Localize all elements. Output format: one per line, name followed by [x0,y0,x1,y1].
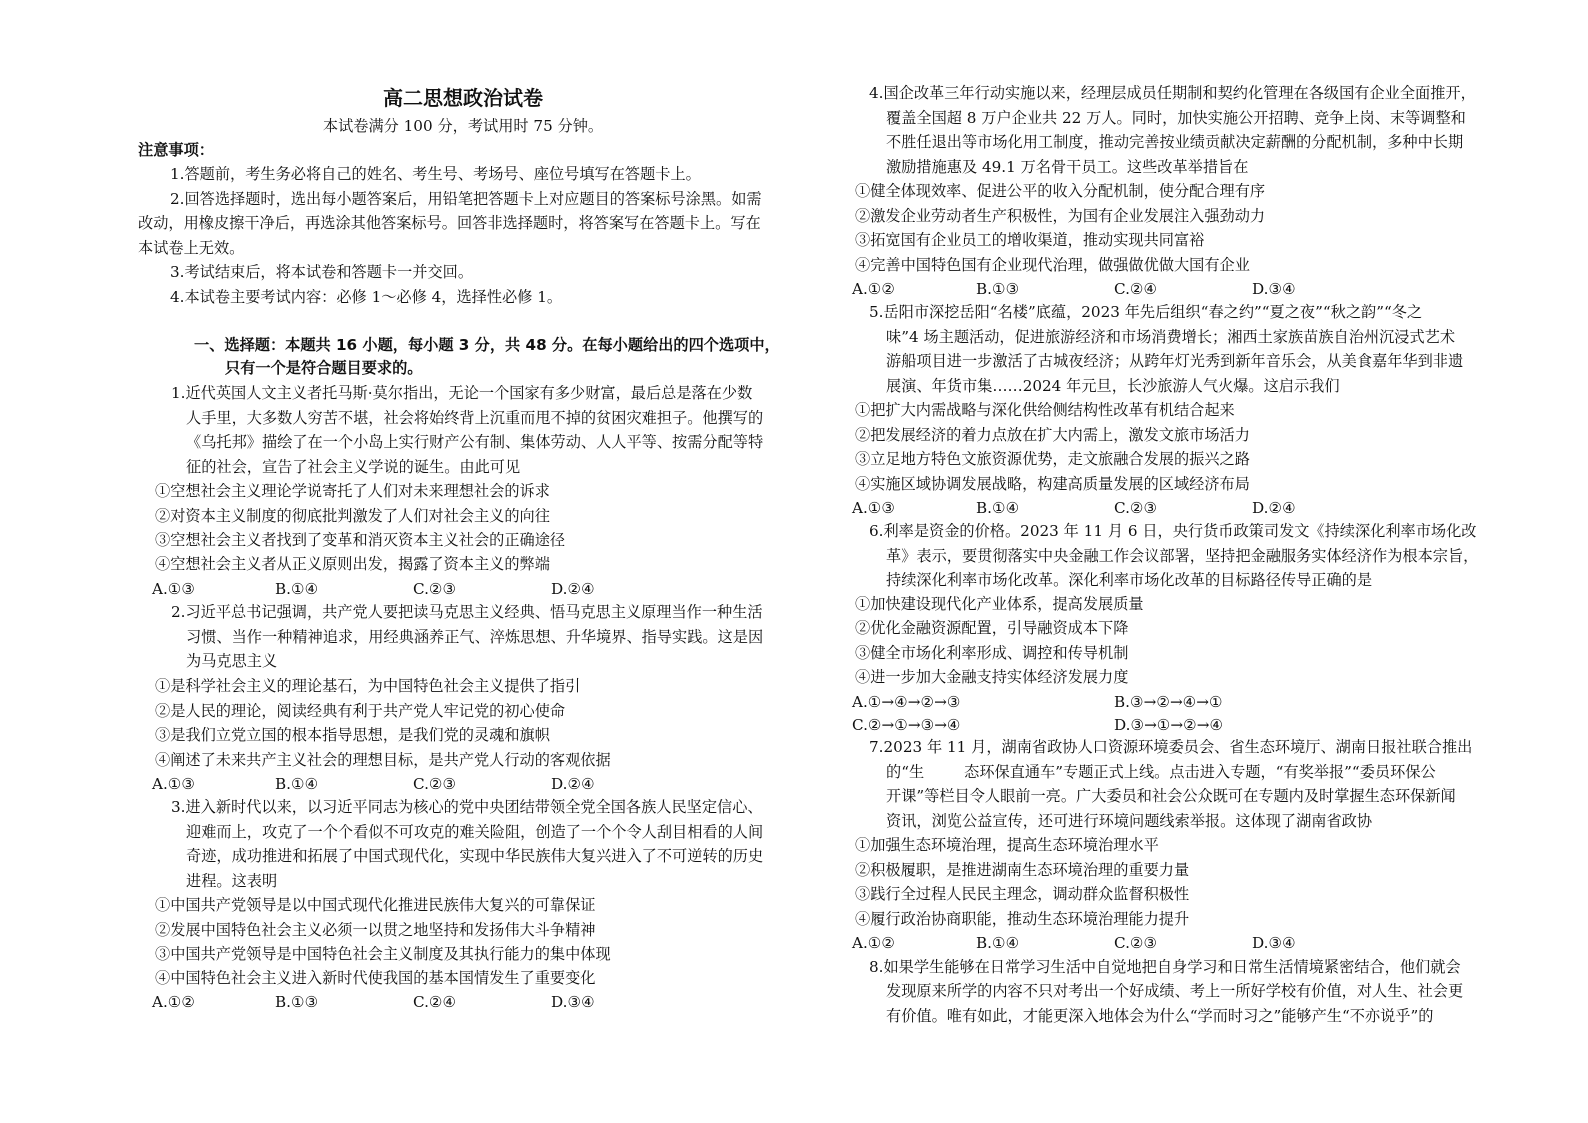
q4-option-d[interactable]: D.③④ [1252,280,1296,298]
q2-item: ②是人民的理论，阅读经典有利于共产党人牢记党的初心使命 [155,702,566,720]
q4-options [852,278,1492,300]
q7-item: ④履行政治协商职能，推动生态环境治理能力提升 [855,910,1190,928]
q4-stem: 不胜任退出等市场化用工制度，推动完善按业绩贡献决定薪酬的分配机制，多种中长期 [886,133,1464,151]
q3-option-b[interactable]: B.①③ [275,993,319,1011]
q8-stem: 有价值。唯有如此，才能更深入地体会为什么“学而时习之”能够产生“不亦说乎”的 [886,1007,1434,1025]
q5-options [852,497,1492,519]
q2-options [152,773,792,795]
q3-item: ①中国共产党领导是以中国式现代化推进民族伟大复兴的可靠保证 [155,896,596,914]
q6-options-row1 [852,691,1492,713]
q3-item: ③中国共产党领导是中国特色社会主义制度及其执行能力的集中体现 [155,945,611,963]
q4-item: ④完善中国特色国有企业现代治理，做强做优做大国有企业 [855,256,1250,274]
q7-stem: 7.2023 年 11 月，湖南省政协人口资源环境委员会、省生态环境厅、湖南日报社联合推出 [869,738,1473,756]
q6-stem: 革》表示，要贯彻落实中央金融工作会议部署，坚持把金融服务实体经济作为根本宗旨， [886,547,1479,565]
q5-option-c[interactable]: C.②③ [1114,499,1158,517]
q6-option-d[interactable]: D.③→①→②→④ [1114,716,1224,734]
q1-stem: 人手里，大多数人穷苦不堪，社会将始终背上沉重而甩不掉的贫困灾难担子。他撰写的 [186,409,764,427]
q6-stem: 6.利率是资金的价格。2023 年 11 月 6 日，央行货币政策司发文《持续深化利率市场化改 [869,522,1477,540]
q7-option-d[interactable]: D.③④ [1252,934,1296,952]
note-item: 改动，用橡皮擦干净后，再选涂其他答案标号。回答非选择题时，将答案写在答题卡上。写在 [138,214,761,232]
q3-item: ②发展中国特色社会主义必须一以贯之地坚持和发扬伟大斗争精神 [155,921,596,939]
note-item: 1.答题前，考生务必将自己的姓名、考生号、考场号、座位号填写在答题卡上。 [170,165,701,183]
q3-option-a[interactable]: A.①② [152,993,196,1011]
q7-stem: 开课”等栏目令人眼前一亮。广大委员和社会公众既可在专题内及时掌握生态环保新闻 [886,787,1456,805]
q7-item: ①加强生态环境治理，提高生态环境治理水平 [855,836,1159,854]
q7-option-c[interactable]: C.②③ [1114,934,1158,952]
q3-option-c[interactable]: C.②④ [413,993,457,1011]
q6-option-c[interactable]: C.②→①→③→④ [852,716,961,734]
q3-stem: 3.进入新时代以来，以习近平同志为核心的党中央团结带领全党全国各族人民坚定信心、 [171,798,763,816]
section-heading-line2: 只有一个是符合题目要求的。 [225,359,423,377]
q7-item: ②积极履职，是推进湖南生态环境治理的重要力量 [855,861,1190,879]
q6-stem: 持续深化利率市场化改革。深化利率市场化改革的目标路径传导正确的是 [886,571,1372,589]
note-item: 本试卷上无效。 [138,239,245,257]
q2-item: ④阐述了未来共产主义社会的理想目标，是共产党人行动的客观依据 [155,751,611,769]
section-heading: 一、选择题：本题共 16 小题，每小题 3 分，共 48 分。在每小题给出的四个选项中， [194,336,780,354]
q4-item: ②激发企业劳动者生产积极性，为国有企业发展注入强劲动力 [855,207,1266,225]
q4-option-b[interactable]: B.①③ [976,280,1020,298]
q3-item: ④中国特色社会主义进入新时代使我国的基本国情发生了重要变化 [155,969,596,987]
q5-item: ②把发展经济的着力点放在扩大内需上，激发文旅市场活力 [855,426,1250,444]
q8-stem: 发现原来所学的内容不只对考出一个好成绩、考上一所好学校有价值，对人生、社会更 [886,982,1464,1000]
q1-stem: 《乌托邦》描绘了在一个小岛上实行财产公有制、集体劳动、人人平等、按需分配等特 [186,433,764,451]
q2-stem: 2.习近平总书记强调，共产党人要把读马克思主义经典、悟马克思主义原理当作一种生活 [171,603,763,621]
q1-stem: 1.近代英国人文主义者托马斯·莫尔指出，无论一个国家有多少财富，最后总是落在少数 [171,384,753,402]
q3-option-d[interactable]: D.③④ [551,993,595,1011]
q5-option-a[interactable]: A.①③ [852,499,896,517]
q5-stem: 味”4 场主题活动，促进旅游经济和市场消费增长；湘西土家族苗族自治州沉浸式艺术 [886,328,1456,346]
q1-option-d[interactable]: D.②④ [551,580,595,598]
q7-item: ③践行全过程人民民主理念，调动群众监督积极性 [855,885,1190,903]
q2-item: ①是科学社会主义的理论基石，为中国特色社会主义提供了指引 [155,677,581,695]
exam-subtitle: 本试卷满分 100 分，考试用时 75 分钟。 [322,117,604,135]
note-item: 2.回答选择题时，选出每小题答案后，用铅笔把答题卡上对应题目的答案标号涂黑。如需 [170,190,762,208]
note-item: 4.本试卷主要考试内容：必修 1～必修 4，选择性必修 1。 [170,288,563,306]
q4-item: ①健全体现效率、促进公平的收入分配机制，使分配合理有序 [855,182,1266,200]
q1-option-c[interactable]: C.②③ [413,580,457,598]
q3-options [152,991,792,1013]
q1-stem: 征的社会，宣告了社会主义学说的诞生。由此可见 [186,458,521,476]
q5-stem: 5.岳阳市深挖岳阳“名楼”底蕴，2023 年先后组织“春之约”“夏之夜”“秋之韵”“冬之 [869,303,1423,321]
q6-item: ②优化金融资源配置，引导融资成本下降 [855,619,1129,637]
q5-stem: 展演、年货市集……2024 年元旦，长沙旅游人气火爆。这启示我们 [886,377,1340,395]
q4-option-c[interactable]: C.②④ [1114,280,1158,298]
q2-option-d[interactable]: D.②④ [551,775,595,793]
q7-stem: 资讯，浏览公益宣传，还可进行环境问题线索举报。这体现了湖南省政协 [886,812,1372,830]
q4-stem: 4.国企改革三年行动实施以来，经理层成员任期制和契约化管理在各级国有企业全面推开， [869,84,1476,102]
q5-item: ③立足地方特色文旅资源优势，走文旅融合发展的振兴之路 [855,450,1250,468]
q1-item: ④空想社会主义者从正义原则出发，揭露了资本主义的弊端 [155,555,550,573]
q2-option-a[interactable]: A.①③ [152,775,196,793]
q1-option-a[interactable]: A.①③ [152,580,196,598]
q2-stem: 为马克思主义 [186,652,278,670]
q3-stem: 迎难而上，攻克了一个个看似不可攻克的难关险阻，创造了一个个令人刮目相看的人间 [186,823,764,841]
q5-item: ④实施区域协调发展战略，构建高质量发展的区域经济布局 [855,475,1250,493]
q1-item: ②对资本主义制度的彻底批判激发了人们对社会主义的向往 [155,507,550,525]
q6-item: ③健全市场化利率形成、调控和传导机制 [855,644,1129,662]
q5-item: ①把扩大内需战略与深化供给侧结构性改革有机结合起来 [855,401,1235,419]
q7-option-a[interactable]: A.①② [852,934,896,952]
q4-stem: 激励措施惠及 49.1 万名骨干员工。这些改革举措旨在 [886,158,1249,176]
notes-label: 注意事项： [138,141,214,159]
q7-stem-line2 [886,761,1436,783]
exam-title: 高二思想政治试卷 [383,86,543,110]
q4-stem: 覆盖全国超 8 万户企业共 22 万人。同时，加快实施公开招聘、竞争上岗、末等调整和 [886,109,1466,127]
q5-stem: 游船项目进一步激活了古城夜经济；从跨年灯光秀到新年音乐会，从美食嘉年华到非遗 [886,352,1464,370]
q6-item: ④进一步加大金融支持实体经济发展力度 [855,668,1129,686]
q4-option-a[interactable]: A.①② [852,280,896,298]
q4-item: ③拓宽国有企业员工的增收渠道，推动实现共同富裕 [855,231,1205,249]
q1-item: ①空想社会主义理论学说寄托了人们对未来理想社会的诉求 [155,482,550,500]
q6-item: ①加快建设现代化产业体系，提高发展质量 [855,595,1144,613]
q7-stem-part: 态环保直通车”专题正式上线。点击进入专题，“有奖举报”“委员环保公 [964,763,1436,781]
q5-option-b[interactable]: B.①④ [976,499,1020,517]
q3-stem: 奇迹，成功推进和拓展了中国式现代化，实现中华民族伟大复兴进入了不可逆转的历史 [186,847,764,865]
q6-option-a[interactable]: A.①→④→②→③ [852,693,961,711]
q7-options [852,932,1492,954]
q2-option-c[interactable]: C.②③ [413,775,457,793]
q5-option-d[interactable]: D.②④ [1252,499,1296,517]
note-item: 3.考试结束后，将本试卷和答题卡一并交回。 [170,263,474,281]
q1-options [152,578,792,600]
q1-item: ③空想社会主义者找到了变革和消灭资本主义社会的正确途径 [155,531,566,549]
q3-stem: 进程。这表明 [186,872,278,890]
q6-option-b[interactable]: B.③→②→④→① [1114,693,1223,711]
q8-stem: 8.如果学生能够在日常学习生活中自觉地把自身学习和日常生活情境紧密结合，他们就会 [869,958,1461,976]
q7-option-b[interactable]: B.①④ [976,934,1020,952]
q6-options-row2 [852,714,1492,736]
q2-stem: 习惯、当作一种精神追求，用经典涵养正气、淬炼思想、升华境界、指导实践。这是因 [186,628,764,646]
q1-option-b[interactable]: B.①④ [275,580,319,598]
q2-item: ③是我们立党立国的根本指导思想，是我们党的灵魂和旗帜 [155,726,550,744]
q2-option-b[interactable]: B.①④ [275,775,319,793]
q7-stem-part: 的“生 [886,763,925,781]
